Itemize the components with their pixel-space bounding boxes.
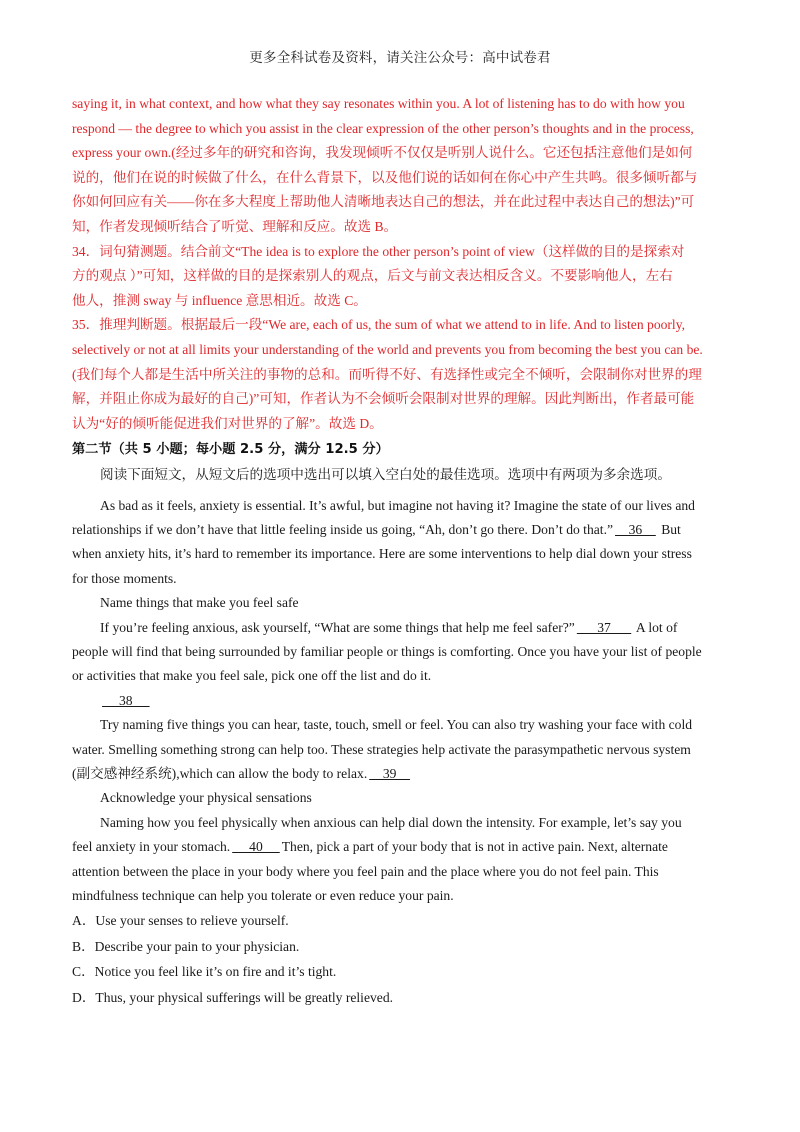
section-instructions: 阅读下面短文，从短文后的选项中选出可以填入空白处的最佳选项。选项中有两项为多余选项。 <box>100 466 671 482</box>
passage-line: people will find that being surrounded by familiar people or things is comforting. Once you have your list of people <box>72 643 702 659</box>
answer-line: selectively or not at all limits your understanding of the world and prevents you from becoming the best you can be. <box>72 341 703 357</box>
passage-text: But <box>657 521 681 537</box>
passage-line: or activities that make you feel sale, pick one off the list and do it. <box>72 668 432 684</box>
passage-line <box>72 518 728 542</box>
option-list <box>72 908 728 1010</box>
passage-line: As bad as it feels, anxiety is essential. It’s awful, but imagine not having it? Imagine the state of our lives and <box>100 497 695 513</box>
passage-line: Try naming five things you can hear, taste, touch, smell or feel. You can also try washing your face with cold <box>100 717 693 733</box>
passage-text: A lot of <box>633 619 678 635</box>
passage-line: water. Smelling something strong can help too. These strategies help activate the parasympathetic nervous system <box>72 741 691 757</box>
option-d: D．Thus, your physical sufferings will be greatly relieved. <box>72 989 394 1005</box>
blank-40: 40 <box>232 839 280 855</box>
passage-text: feel anxiety in your stomach. <box>72 839 231 855</box>
page-body <box>72 92 728 1010</box>
subheading-physical-sensations: Acknowledge your physical sensations <box>100 790 312 806</box>
passage-line <box>72 762 728 786</box>
answer-line: 解，并阻止你成为最好的自己)”可知，作者认为不会倾听会限制对世界的理解。因此判断出，作者最可能 <box>72 391 695 407</box>
blank-38: 38 <box>102 692 150 708</box>
answer-line: express your own.(经过多年的研究和咨询，我发现倾听不仅仅是听别人说什么。它还包括注意他们是如何 <box>72 145 693 161</box>
passage-text: If you’re feeling anxious, ask yourself, “What are some things that help me feel safer?” <box>100 619 575 635</box>
page-header: 更多全科试卷及资料，请关注公众号：高中试卷君 <box>249 50 551 65</box>
answer-line: saying it, in what context, and how what they say resonates within you. A lot of listening has to do with how you <box>72 96 685 111</box>
answer-line-35: 35．推理判断题。根据最后一段“We are, each of us, the sum of what we attend to in life. And to listen poorly, <box>72 317 686 333</box>
blank-37: 37 <box>576 619 632 635</box>
option-b: B．Describe your pain to your physician. <box>72 938 300 954</box>
answer-line: 认为“好的倾听能促进我们对世界的了解”。故选 D。 <box>72 415 383 431</box>
answer-line: 说的，他们在说的时候做了什么，在什么背景下，以及他们说的话如何在你心中产生共鸣。很多倾听都与 <box>72 169 698 185</box>
passage-text: Then, pick a part of your body that is not in active pain. Next, alternate <box>281 839 668 855</box>
answer-line: 他人，推测 sway 与 influence 意思相近。故选 C。 <box>72 292 367 308</box>
passage-line: for those moments. <box>72 570 177 586</box>
subheading-feel-safe: Name things that make you feel safe <box>100 595 299 611</box>
passage-line: mindfulness technique can help you tolerate or even reduce your pain. <box>72 888 454 903</box>
blank-38-line <box>72 689 728 713</box>
passage-line <box>72 835 728 859</box>
passage-line: attention between the place in your body where you feel pain and the place where you do not feel pain. This <box>72 863 659 879</box>
passage-text: (副交感神经系统),which can allow the body to relax. <box>72 765 368 781</box>
answer-line-34: 34．词句猜测题。结合前文“The idea is to explore the other person’s point of view（这样做的目的是探索对 <box>72 243 685 259</box>
passage-text: relationships if we don’t have that little feeling inside us going, “Ah, don’t go there. Don’t do that.” <box>72 521 614 537</box>
answer-explanations <box>72 92 728 436</box>
answer-line: 方的观点 ）”可知，这样做的目的是探索别人的观点，后文与前文表达相反含义。不要影响他人，左右 <box>72 268 673 284</box>
answer-line: respond — the degree to which you assist in the clear expression of the other person’s thoughts and in the process, <box>72 120 694 136</box>
passage-line <box>72 616 728 640</box>
section-title: 第二节（共 5 小题；每小题 2.5 分，满分 12.5 分） <box>72 442 389 458</box>
option-a: A．Use your senses to relieve yourself. <box>72 913 289 929</box>
answer-line: 你如何回应有关——你在多大程度上帮助他人清晰地表达自己的想法，并在此过程中表达自己的想法)”可 <box>72 194 695 210</box>
passage-line: when anxiety hits, it’s hard to remember its importance. Here are some interventions to help dial down your stress <box>72 546 692 562</box>
answer-line: 知，作者发现倾听结合了听觉、理解和反应。故选 B。 <box>72 218 398 234</box>
answer-line: (我们每个人都是生活中所关注的事物的总和。而听得不好、有选择性或完全不倾听，会限制你对世界的理 <box>72 366 702 382</box>
reading-passage <box>72 494 728 909</box>
blank-36: 36 <box>615 521 656 537</box>
option-c: C．Notice you feel like it’s on fire and it’s tight. <box>72 964 337 980</box>
passage-line: Naming how you feel physically when anxious can help dial down the intensity. For example, let’s say you <box>100 814 682 830</box>
blank-39: 39 <box>369 765 411 781</box>
